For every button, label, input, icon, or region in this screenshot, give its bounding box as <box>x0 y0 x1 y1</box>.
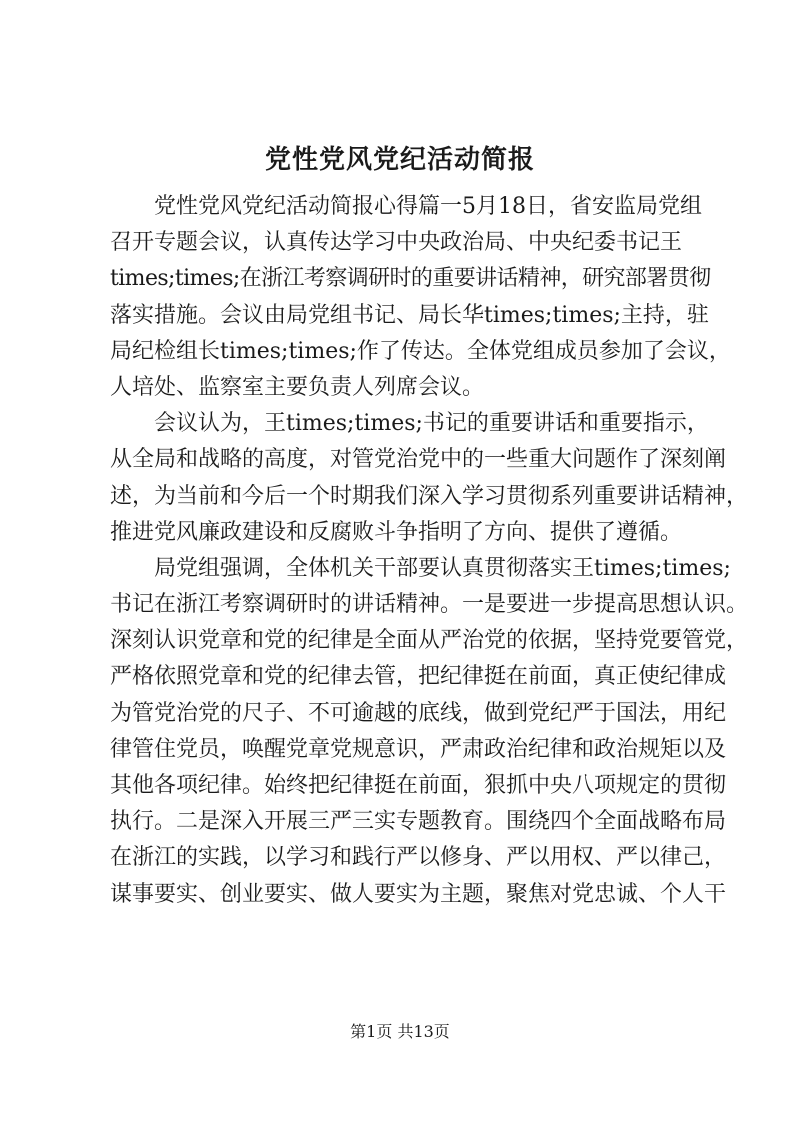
text-line: 书记在浙江考察调研时的讲话精神。一是要进一步提高思想认识。 <box>110 592 749 618</box>
text-line: 严格依照党章和党的纪律去管，把纪律挺在前面，真正使纪律成 <box>110 664 727 690</box>
paragraph <box>110 189 731 406</box>
paragraph <box>110 406 749 551</box>
document-body <box>110 189 749 913</box>
text-line: 述，为当前和今后一个时期我们深入学习贯彻系列重要讲话精神， <box>110 483 749 509</box>
paragraph <box>110 551 749 913</box>
text-line: 从全局和战略的高度，对管党治党中的一些重大问题作了深刻阐 <box>110 447 727 473</box>
text-line: 其他各项纪律。始终把纪律挺在前面，狠抓中央八项规定的贯彻 <box>110 773 727 798</box>
text-line: 局纪检组长times;times;作了传达。全体党组成员参加了会议， <box>110 338 731 364</box>
text-line: 局党组强调，全体机关干部要认真贯彻落实王times;times; <box>154 555 731 581</box>
text-line: 律管住党员，唤醒党章党规意识，严肃政治纪律和政治规矩以及 <box>110 736 727 762</box>
text-line: times;times;在浙江考察调研时的重要讲话精神，研究部署贯彻 <box>110 266 711 292</box>
text-line: 谋事要实、创业要实、做人要实为主题，聚焦对党忠诚、个人干 <box>110 881 727 907</box>
text-line: 召开专题会议，认真传达学习中央政治局、中央纪委书记王 <box>110 230 683 256</box>
text-line: 推进党风廉政建设和反腐败斗争指明了方向、提供了遵循。 <box>110 519 683 545</box>
text-line: 在浙江的实践，以学习和践行严以修身、严以用权、严以律己， <box>110 845 727 871</box>
text-line: 执行。二是深入开展三严三实专题教育。围绕四个全面战略布局 <box>110 809 727 835</box>
text-line: 深刻认识党章和党的纪律是全面从严治党的依据，坚持党要管党， <box>110 628 749 654</box>
text-line: 人培处、监察室主要负责人列席会议。 <box>110 374 485 400</box>
page-title: 党性党风党纪活动简报 <box>264 145 535 175</box>
page-number-footer: 第1页 共13页 <box>350 1022 450 1041</box>
text-line: 落实措施。会议由局党组书记、局长华times;times;主持，驻 <box>110 302 709 328</box>
text-line: 党性党风党纪活动简报心得篇一5月18日，省安监局党组 <box>154 194 702 219</box>
text-line: 为管党治党的尺子、不可逾越的底线，做到党纪严于国法，用纪 <box>110 700 727 726</box>
text-line: 会议认为，王times;times;书记的重要讲话和重要指示， <box>154 411 709 437</box>
